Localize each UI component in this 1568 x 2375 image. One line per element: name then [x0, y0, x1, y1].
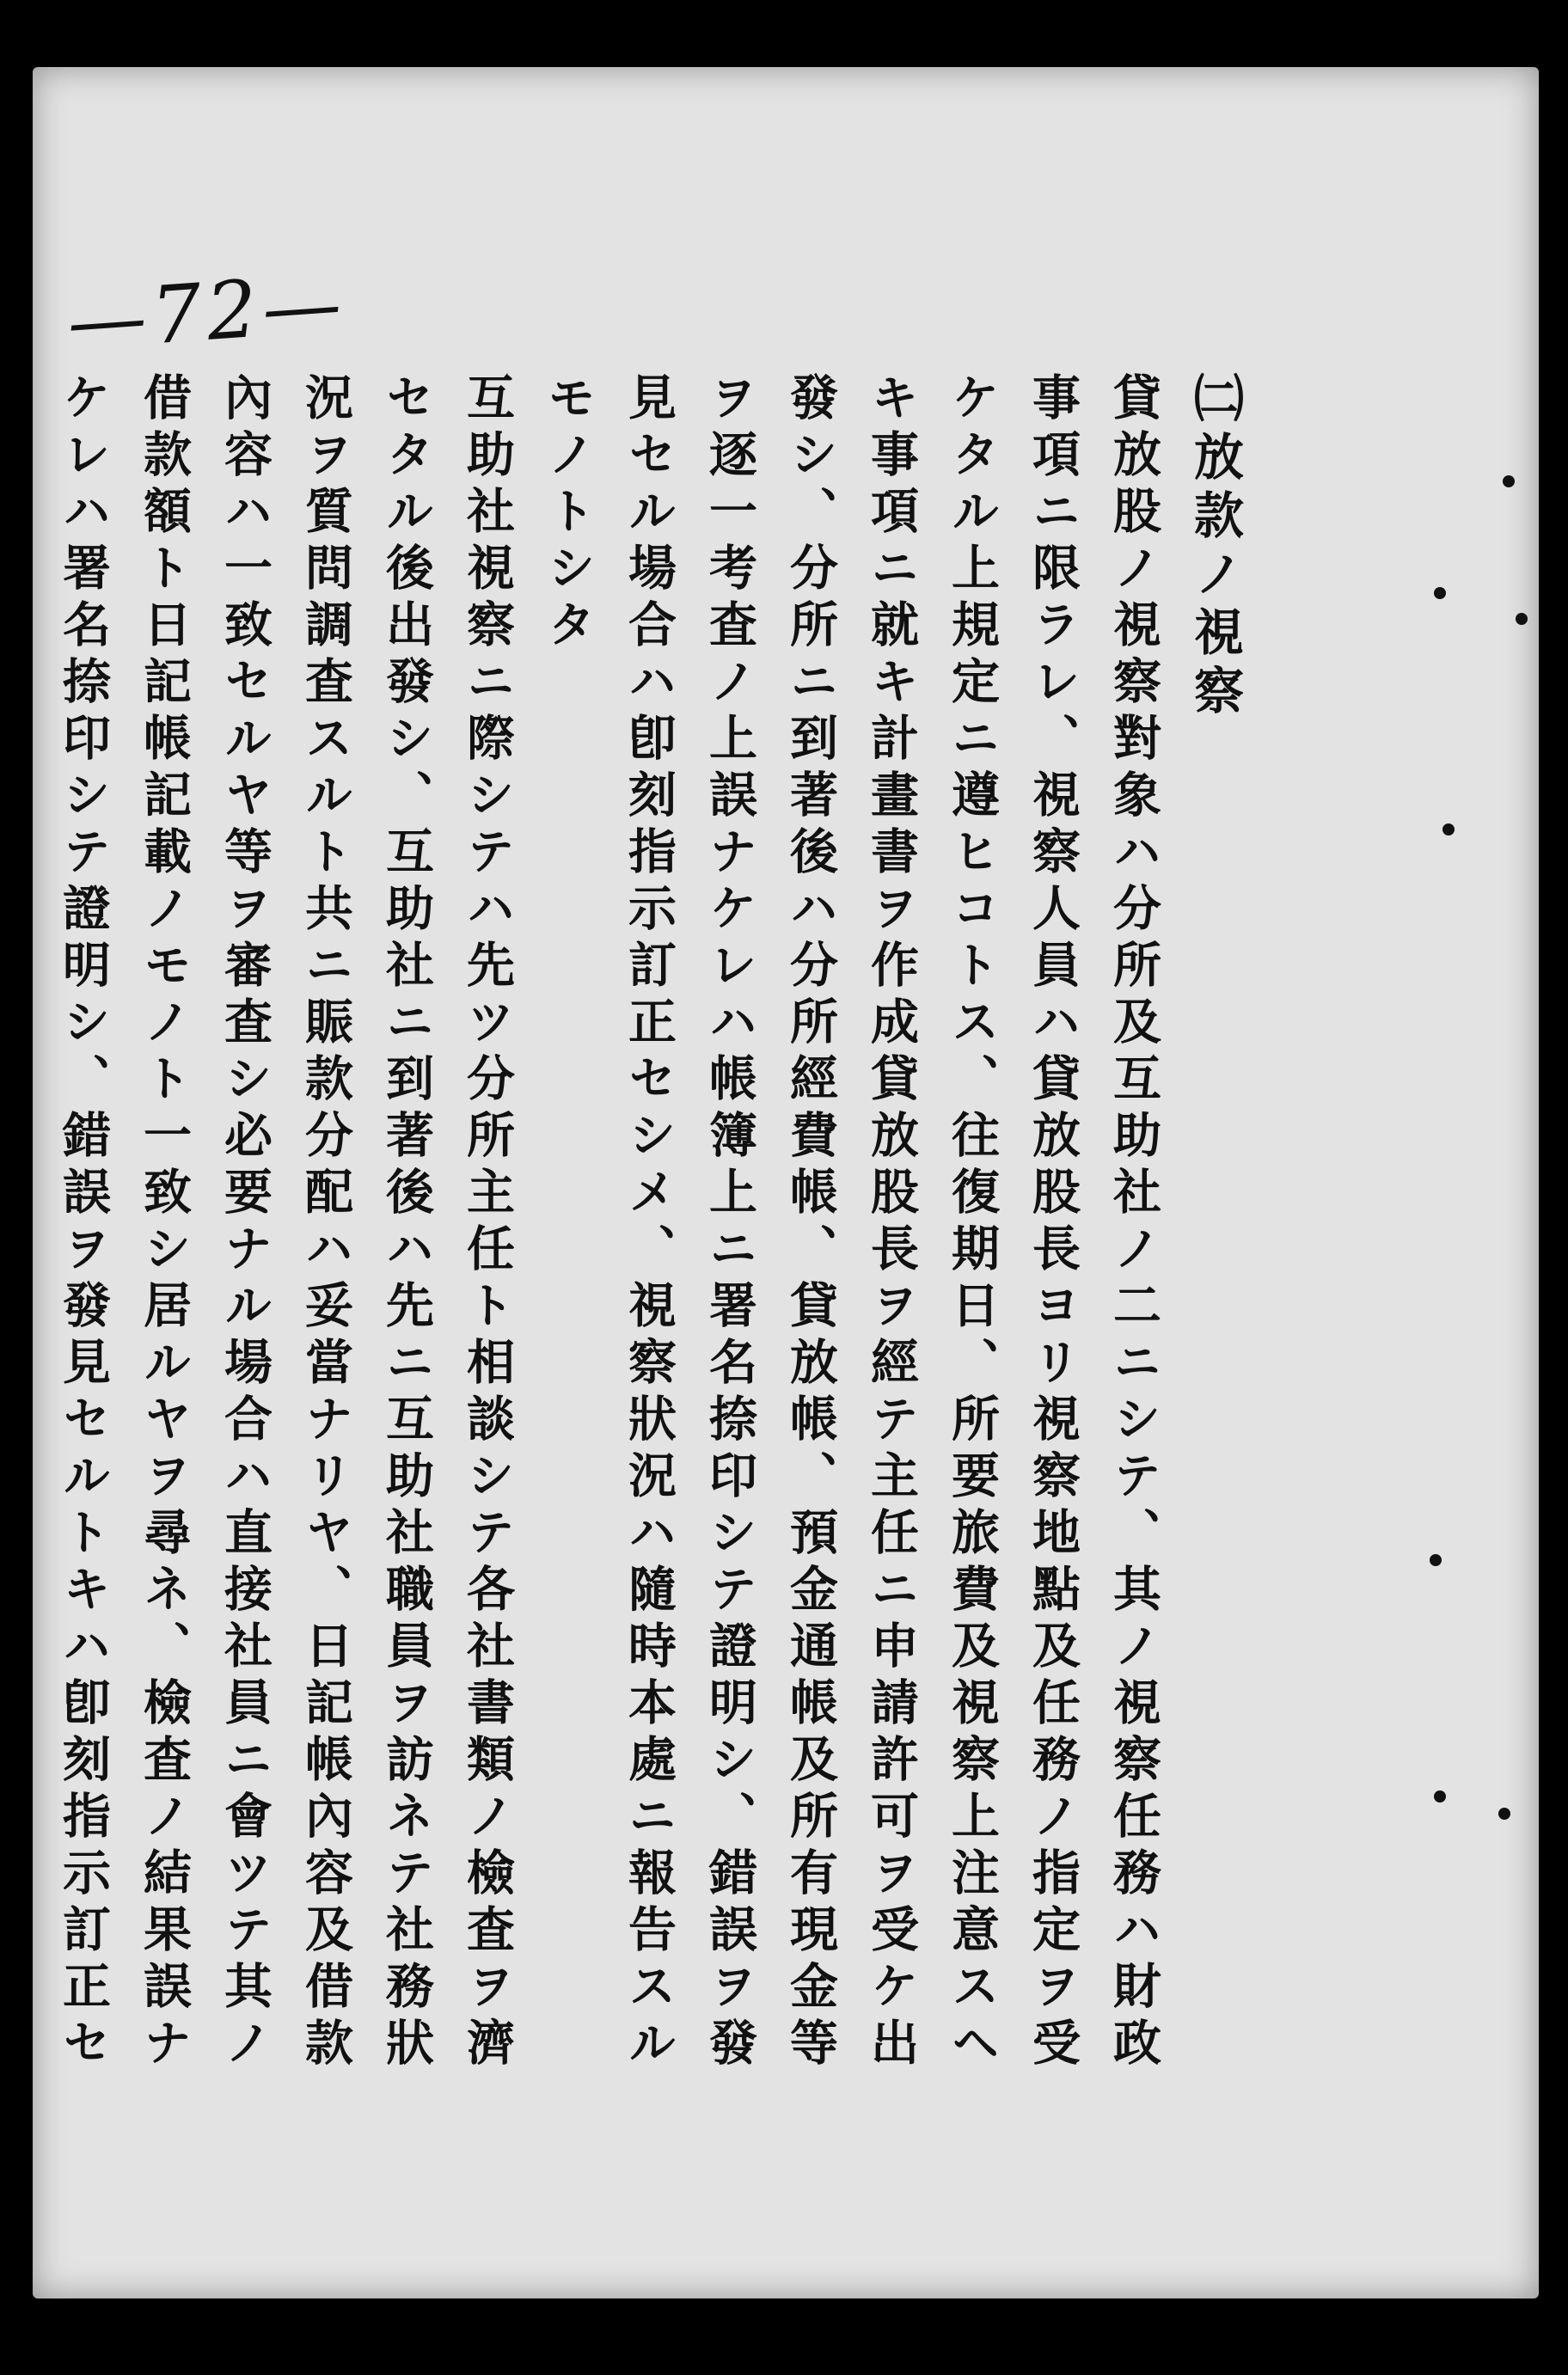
text-column: ケタル上規定ニ遵ヒコトス、往復期日、所要旅費及視察上注意スヘ — [944, 372, 1001, 2074]
margin-mark — [1498, 1808, 1510, 1820]
margin-mark — [1434, 587, 1446, 599]
margin-mark — [1430, 1554, 1442, 1566]
margin-mark — [1434, 1790, 1446, 1803]
margin-mark — [1503, 475, 1515, 487]
document-page — [33, 67, 1539, 2298]
text-column: モノトシタ — [540, 372, 597, 656]
text-column: キ事項ニ就キ計畫書ヲ作成貸放股長ヲ經テ主任ニ申請許可ヲ受ケ出 — [863, 372, 920, 2074]
text-column: セタル後出發シ、互助社ニ到著後ハ先ニ互助社職員ヲ訪ネテ社務狀 — [378, 372, 435, 2074]
text-column: 況ヲ質問調査スルト共ニ賑款分配ハ妥當ナリヤ、日記帳內容及借款 — [297, 372, 354, 2074]
text-column: ケレハ署名捺印シテ證明シ、錯誤ヲ發見セルトキハ卽刻指示訂正セ — [55, 372, 112, 2074]
page-number: —72— — [64, 256, 350, 369]
text-column: 事項ニ限ラレ、視察人員ハ貸放股長ヨリ視察地點及任務ノ指定ヲ受 — [1025, 372, 1081, 2074]
text-column: ヲ逐一考査ノ上誤ナケレハ帳簿上ニ署名捺印シテ證明シ、錯誤ヲ發 — [701, 372, 758, 2074]
margin-mark — [1442, 823, 1455, 836]
text-column: 貸放股ノ視察對象ハ分所及互助社ノ二ニシテ、其ノ視察任務ハ財政 — [1106, 372, 1162, 2074]
text-column: 發シ、分所ニ到著後ハ分所經費帳、貸放帳、預金通帳及所有現金等 — [782, 372, 839, 2074]
text-column: 見セル場合ハ卽刻指示訂正セシメ、視察狀況ハ隨時本處ニ報告スル — [621, 372, 677, 2074]
margin-mark — [1516, 613, 1528, 625]
section-heading: ㈡放款ノ視察 — [1185, 372, 1244, 723]
vertical-text-body — [43, 372, 1255, 2375]
text-column: 互助社視察ニ際シテハ先ツ分所主任ト相談シテ各社書類ノ檢査ヲ濟 — [459, 372, 516, 2074]
text-column: 借款額ト日記帳記載ノモノト一致シ居ルヤヲ尋ネ、檢査ノ結果誤ナ — [136, 372, 193, 2074]
text-column: 內容ハ一致セルヤ等ヲ審査シ必要ナル場合ハ直接社員ニ會ツテ其ノ — [217, 372, 273, 2074]
